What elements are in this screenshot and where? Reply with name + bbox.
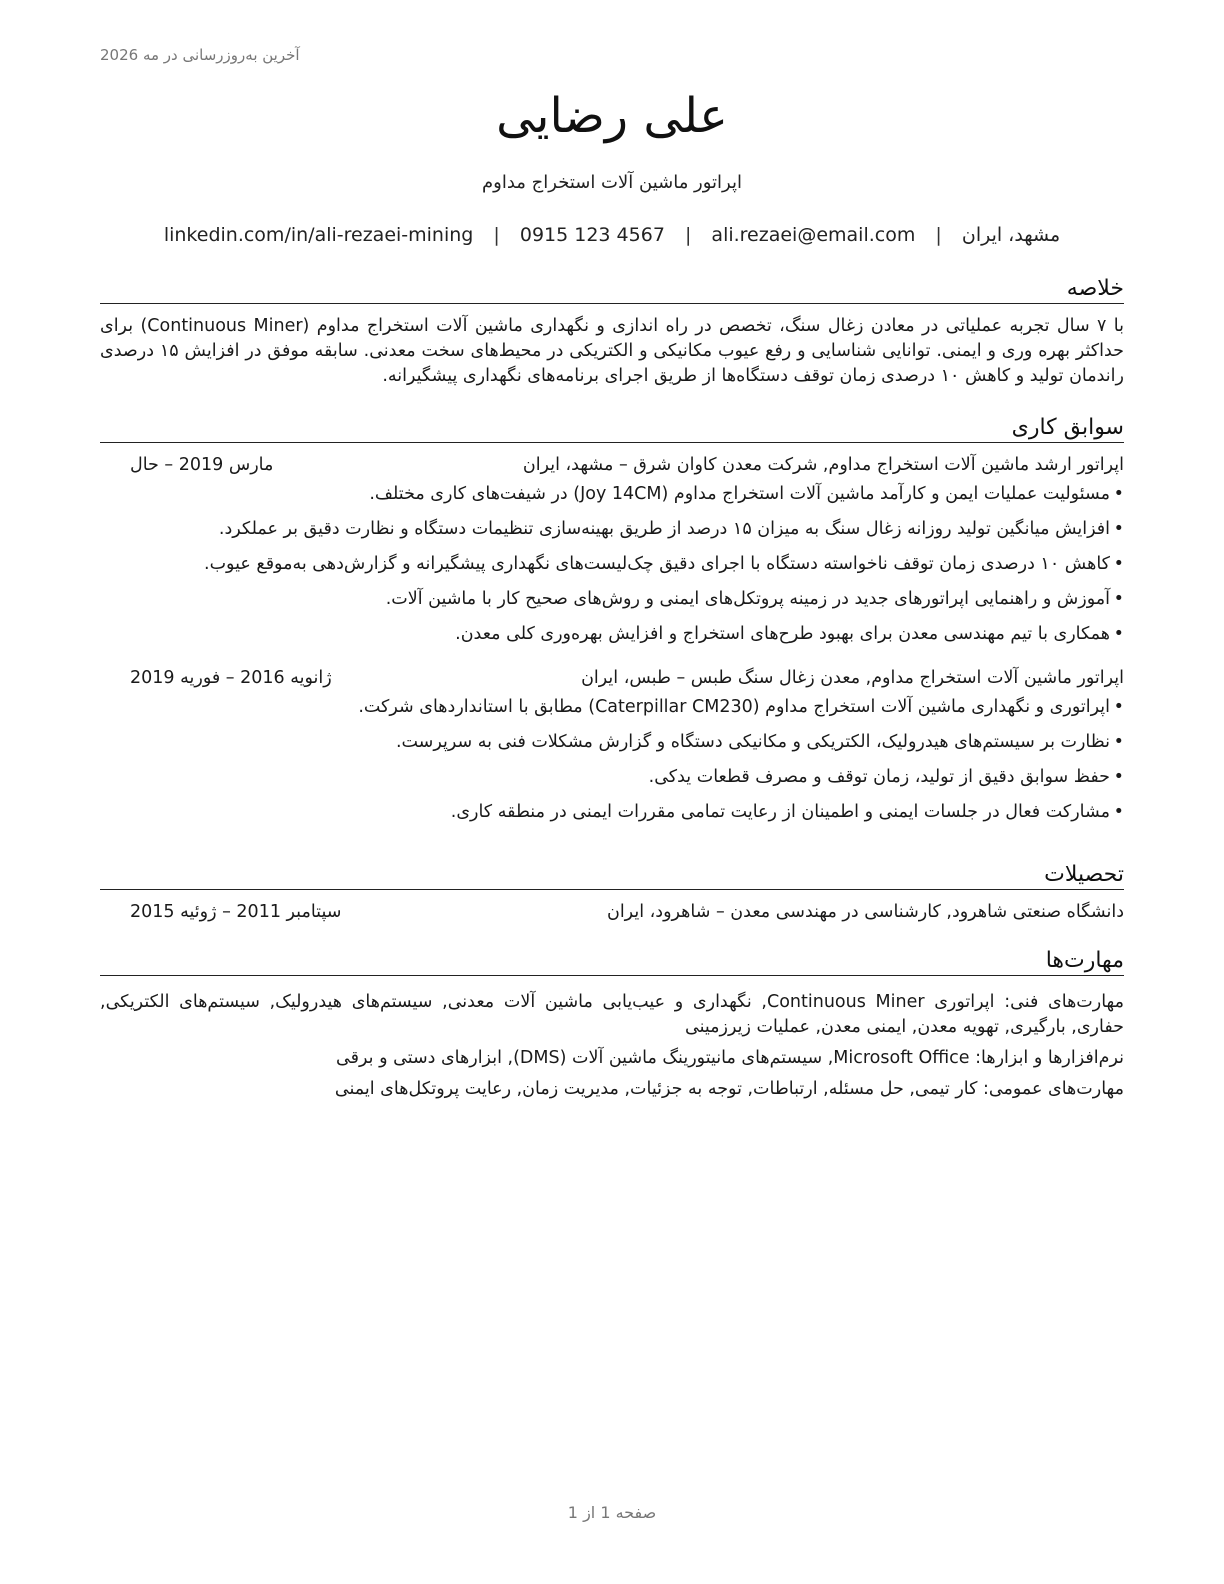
skills-heading: مهارت‌ها	[100, 948, 1124, 976]
contact-line	[0, 224, 1224, 246]
education-section	[100, 862, 1124, 922]
list-item: • مسئولیت عملیات ایمن و کارآمد ماشین آلات استخراج مداوم (Joy 14CM) در شیفت‌های کاری مختلف.	[100, 477, 1124, 512]
last-updated-note: آخرین به‌روزرسانی در مه 2026	[100, 46, 300, 64]
page-number: صفحه 1 از 1	[567, 1503, 657, 1522]
skills-general: مهارت‌های عمومی: کار تیمی, حل مسئله, ارتباطات, توجه به جزئیات, مدیریت زمان, رعایت پروتکل‌های ایمنی	[334, 1079, 1124, 1099]
experience-section	[100, 415, 1124, 830]
contact-separator: |	[935, 224, 942, 246]
list-item: • افزایش میانگین تولید روزانه زغال سنگ به میزان ۱۵ درصد از طریق بهینه‌سازی تنظیمات دستگاه و نظارت دقیق بر عملکرد.	[100, 512, 1124, 547]
skills-section	[100, 948, 1124, 1102]
job-header	[100, 455, 1124, 475]
candidate-name: علی رضایی	[496, 88, 728, 144]
summary-text: با ۷ سال تجربه عملیاتی در معادن زغال سنگ، تخصص در راه اندازی و نگهداری ماشین آلات استخراج مداوم (Continuous Miner) برای حداکثر بهره وری و ایمنی. توانایی شناسایی و رفع عیوب مکانیکی و الکتریکی در محیط‌های سخت معدنی. سابقه موفق در افزایش ۱۵ درصدی راندمان تولید و کاهش ۱۰ درصدی زمان توقف دستگاه‌ها از طریق اجرای برنامه‌های نگهداری پیشگیرانه.	[100, 316, 1125, 386]
list-item: • اپراتوری و نگهداری ماشین آلات استخراج مداوم (Caterpillar CM230) مطابق با استانداردهای شرکت.	[100, 690, 1124, 725]
job-role-company: اپراتور ارشد ماشین آلات استخراج مداوم, شرکت معدن کاوان شرق – مشهد، ایران	[522, 455, 1124, 475]
email-link[interactable]: ali.rezaei@email.com	[711, 224, 916, 246]
education-heading: تحصیلات	[100, 862, 1124, 890]
education-dates: سپتامبر 2011 – ژوئیه 2015	[130, 902, 342, 922]
skills-technical: مهارت‌های فنی: اپراتوری Continuous Miner, نگهداری و عیب‌یابی ماشین آلات معدنی, سیستم‌های هیدرولیک, سیستم‌های الکتریکی, حفاری, بارگیری, تهویه معدن, ایمنی معدن, عملیات زیرزمینی	[100, 992, 1124, 1037]
phone-number: 0915 123 4567	[519, 224, 665, 246]
linkedin-link[interactable]: linkedin.com/in/ali-rezaei-mining	[163, 224, 474, 246]
contact-separator: |	[684, 224, 692, 246]
job-dates: ژانویه 2016 – فوریه 2019	[130, 668, 332, 688]
list-item: • آموزش و راهنمایی اپراتورهای جدید در زمینه پروتکل‌های ایمنی و روش‌های صحیح کار با ماشین آلات.	[100, 582, 1124, 617]
job-header	[100, 668, 1124, 688]
job-entry	[100, 455, 1124, 652]
job-title: اپراتور ماشین آلات استخراج مداوم	[482, 172, 742, 193]
education-institution: دانشگاه صنعتی شاهرود, کارشناسی در مهندسی معدن – شاهرود، ایران	[606, 902, 1124, 922]
job-bullets	[100, 477, 1124, 652]
skills-software: نرم‌افزارها و ابزارها: Microsoft Office, سیستم‌های مانیتورینگ ماشین آلات (DMS), ابزارهای دستی و برقی	[336, 1048, 1124, 1068]
job-role-company: اپراتور ماشین آلات استخراج مداوم, معدن زغال سنگ طبس – طبس، ایران	[581, 668, 1124, 688]
job-bullets	[100, 690, 1124, 830]
education-entry	[100, 902, 1124, 922]
list-item: • حفظ سوابق دقیق از تولید، زمان توقف و مصرف قطعات یدکی.	[100, 760, 1124, 795]
summary-section	[100, 276, 1124, 389]
job-entry	[100, 668, 1124, 830]
list-item: • همکاری با تیم مهندسی معدن برای بهبود طرح‌های استخراج و افزایش بهره‌وری کلی معدن.	[100, 617, 1124, 652]
location: مشهد، ایران	[961, 224, 1061, 246]
experience-heading: سوابق کاری	[100, 415, 1124, 443]
list-item: • مشارکت فعال در جلسات ایمنی و اطمینان از رعایت تمامی مقررات ایمنی در منطقه کاری.	[100, 795, 1124, 830]
list-item: • نظارت بر سیستم‌های هیدرولیک، الکتریکی و مکانیکی دستگاه و گزارش مشکلات فنی به سرپرست.	[100, 725, 1124, 760]
summary-heading: خلاصه	[100, 276, 1124, 304]
job-dates: مارس 2019 – حال	[130, 455, 274, 475]
contact-separator: |	[493, 224, 500, 246]
list-item: • کاهش ۱۰ درصدی زمان توقف ناخواسته دستگاه با اجرای دقیق چک‌لیست‌های نگهداری پیشگیرانه و گزارش‌دهی به‌موقع عیوب.	[100, 547, 1124, 582]
